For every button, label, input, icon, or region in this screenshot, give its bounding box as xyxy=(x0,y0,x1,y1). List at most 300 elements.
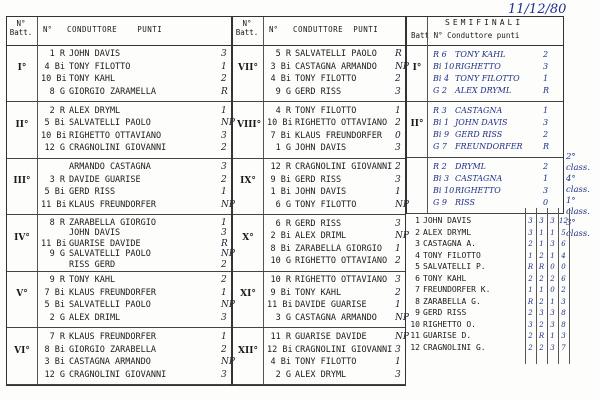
semifinal-row xyxy=(433,161,549,172)
points: 1 xyxy=(395,105,401,116)
semifinal-label: II° xyxy=(410,119,424,129)
heat-block xyxy=(7,215,235,272)
driver-name: GERD RISS xyxy=(423,308,467,317)
driver-name: SALVATELLI P. xyxy=(423,262,486,271)
heat-row xyxy=(41,61,227,73)
standing-row xyxy=(408,251,481,262)
driver-name: ALEX DRIML xyxy=(69,312,121,323)
points: 2 xyxy=(221,174,227,185)
semifinals-subheader: Batt N° Conduttore punti xyxy=(411,31,520,40)
semifinal-row xyxy=(433,117,549,128)
semifinal-block xyxy=(407,157,563,214)
driver-name: DAVIDE GUARISE xyxy=(295,300,367,311)
points: 0 xyxy=(395,130,401,141)
heat-row xyxy=(41,142,227,154)
column-header xyxy=(233,17,405,46)
driver-name: CASTAGNA ARMANDO xyxy=(295,61,377,72)
car-number: 9 Bi xyxy=(270,287,291,298)
driver-name: GIORGIO ZARABELLA xyxy=(69,344,156,355)
score-cell: 12 xyxy=(559,217,568,225)
car-number: 3 G xyxy=(275,312,291,323)
class-note: 1° class. xyxy=(566,196,590,217)
heat-label: II° xyxy=(15,119,29,130)
points: 1 xyxy=(543,174,549,183)
standing-row xyxy=(408,320,476,331)
position: 7 xyxy=(415,285,420,294)
car-number: R 2 xyxy=(433,162,447,171)
points: 1 xyxy=(221,332,227,342)
car-number: 8 Bi xyxy=(270,243,291,254)
points: 2 xyxy=(221,275,227,286)
driver-name: TONY FILOTTO xyxy=(295,74,357,84)
car-number: 1 G xyxy=(275,143,291,154)
driver-name: JOHN DAVIS xyxy=(423,216,472,225)
driver-name: RIGHETTO xyxy=(455,62,501,71)
heat-label: XII° xyxy=(238,346,258,356)
standing-row xyxy=(408,262,486,273)
standing-row xyxy=(408,343,486,354)
points: R xyxy=(543,86,550,95)
heat-row xyxy=(41,369,227,381)
score-cell: 8 xyxy=(561,309,566,317)
header-conductor: CONDUTTORE PUNTI xyxy=(293,25,379,34)
points: 1 xyxy=(395,300,401,311)
driver-name: GERD RISS xyxy=(69,187,116,198)
heat-row xyxy=(41,331,227,343)
score-cell: 3 xyxy=(561,297,566,306)
points: 3 xyxy=(395,218,401,229)
position: 1 xyxy=(415,216,420,225)
driver-name: RIGHETTO OTTAVIANO xyxy=(69,130,162,141)
heat-row xyxy=(41,287,227,299)
score-cell: 2 xyxy=(561,286,566,294)
car-number: 11 Bi xyxy=(41,199,67,210)
heat-row xyxy=(267,274,401,286)
score-cell: 1 xyxy=(550,251,555,260)
heat-row xyxy=(267,48,402,60)
points: R xyxy=(221,238,228,249)
heat-row xyxy=(267,331,409,343)
points: 2 xyxy=(543,50,549,59)
score-cell: 0 xyxy=(550,263,555,271)
standing-row xyxy=(408,274,466,285)
points: 3 xyxy=(221,312,227,323)
driver-name: ALEX DRYML xyxy=(295,369,347,380)
class-note: 3° class. xyxy=(566,218,590,239)
header-no: N° xyxy=(43,25,53,34)
heat-row xyxy=(267,255,401,267)
standing-row xyxy=(408,308,466,319)
points: 1 xyxy=(221,187,227,198)
points: 2 xyxy=(395,256,401,267)
score-cell: 2 xyxy=(539,297,544,306)
driver-name: RISS GERD xyxy=(69,259,116,270)
driver-name: SALVATELLI PAOLO xyxy=(69,118,151,129)
semifinal-row xyxy=(433,197,549,208)
driver-name: GERD RISS xyxy=(295,86,342,97)
points: 2 xyxy=(221,344,227,355)
car-number: 9 Bi xyxy=(270,174,291,185)
semifinal-row xyxy=(433,185,549,196)
heat-row xyxy=(267,369,401,381)
car-number: 5 Bi xyxy=(44,300,65,311)
points: 2 xyxy=(221,259,227,270)
driver-name: KLAUS FREUNDORFER xyxy=(69,199,156,210)
driver-name: CASTAGNA xyxy=(455,106,503,115)
header-no: N° xyxy=(269,25,279,34)
final-standings xyxy=(408,216,600,364)
driver-name: GIORGIO ZARAMELLA xyxy=(69,86,156,97)
heat-row xyxy=(41,312,227,324)
driver-name: GUARISE DAVIDE xyxy=(295,332,367,342)
points: 1 xyxy=(543,74,549,83)
position: 10 xyxy=(410,319,420,329)
score-cell: 1 xyxy=(550,332,555,340)
car-number: Bi 10 xyxy=(433,62,455,71)
points: 3 xyxy=(395,174,401,185)
points: NP xyxy=(221,357,235,367)
car-number: 1 Bi xyxy=(270,187,291,198)
class-note: 4° class. xyxy=(566,174,590,195)
position: 12 xyxy=(410,342,420,352)
heats-left-column xyxy=(6,16,235,386)
heat-block xyxy=(7,328,235,385)
car-number: 4 Bi xyxy=(44,61,65,72)
points: 1 xyxy=(221,287,227,298)
heat-row xyxy=(267,356,401,368)
points: 1 xyxy=(543,106,549,115)
standing-row xyxy=(408,285,490,296)
points: 3 xyxy=(395,143,401,154)
driver-name: JOHN DAVIS xyxy=(295,143,347,154)
standing-row xyxy=(408,228,471,239)
driver-name: RIGHETTO OTTAVIANO xyxy=(295,118,388,129)
car-number: 6 R xyxy=(275,218,291,229)
score-cell: 2 xyxy=(539,274,544,283)
score-cell: 1 xyxy=(550,228,555,237)
semifinal-row xyxy=(433,141,550,152)
score-cell: 2 xyxy=(528,332,533,340)
driver-name: TONY FILOTTO xyxy=(455,74,520,83)
grid-line xyxy=(525,208,526,364)
heat-row xyxy=(267,86,401,98)
heat-row xyxy=(41,161,227,173)
heat-label: XI° xyxy=(240,289,256,300)
points: R xyxy=(395,49,402,59)
driver-name: TONY KAHL xyxy=(455,50,506,59)
score-cell: 1 xyxy=(550,297,555,306)
score-cell: 1 xyxy=(539,286,544,294)
car-number: 9 G xyxy=(275,86,291,97)
car-number: Bi 1 xyxy=(433,118,450,127)
driver-name: DRYML xyxy=(455,162,486,171)
heat-row xyxy=(267,186,401,198)
car-number: G 2 xyxy=(433,86,448,95)
heat-row xyxy=(41,274,227,286)
semifinals-header xyxy=(407,17,563,46)
score-cell: 2 xyxy=(528,309,533,317)
driver-name: ALEX DRYML xyxy=(423,227,472,237)
driver-name: TONY FILOTTO xyxy=(423,250,481,260)
heat-row xyxy=(267,61,409,73)
heat-row xyxy=(267,344,401,356)
car-number: G 9 xyxy=(433,198,448,207)
heat-label: VI° xyxy=(14,346,30,356)
grid-line xyxy=(558,208,559,364)
points: 2 xyxy=(543,162,549,171)
semifinal-block xyxy=(407,101,563,158)
points: NP xyxy=(395,332,409,342)
score-cell: 3 xyxy=(550,309,555,317)
driver-name: GUARISE D. xyxy=(423,331,472,340)
score-cell: 1 xyxy=(528,251,533,260)
heat-row xyxy=(41,105,227,117)
car-number: 10 Bi xyxy=(41,74,67,84)
semifinal-row xyxy=(433,173,549,184)
driver-name: ZARABELLA GIORGIO xyxy=(69,217,156,228)
points: 1 xyxy=(395,187,401,198)
score-cell: 1 xyxy=(539,240,544,248)
car-number: 8 G xyxy=(49,86,65,97)
car-number: Bi 3 xyxy=(433,174,450,183)
semifinal-block xyxy=(407,45,563,102)
driver-name: ALEX DRYML xyxy=(69,105,121,116)
driver-name: RIGHETTO O. xyxy=(423,319,476,329)
position: 6 xyxy=(415,273,420,283)
semifinal-row xyxy=(433,73,549,84)
points: NP xyxy=(395,312,409,323)
heat-row xyxy=(41,48,227,60)
heat-block xyxy=(233,215,409,272)
score-cell: 3 xyxy=(550,320,555,329)
heat-row xyxy=(41,299,235,311)
score-cell: R xyxy=(527,297,534,306)
driver-name: RISS xyxy=(455,198,476,207)
driver-name: JOHN DAVIS xyxy=(455,118,508,127)
heat-row xyxy=(267,299,401,311)
car-number: 12 G xyxy=(44,369,65,380)
points: 1 xyxy=(221,217,227,228)
driver-name: JOHN DAVIS xyxy=(69,228,121,239)
car-number: G 7 xyxy=(433,142,448,151)
driver-name: TONY FILOTTO xyxy=(295,199,357,210)
semifinal-row xyxy=(433,61,549,72)
points: NP xyxy=(221,249,235,260)
car-number: 7 R xyxy=(49,332,65,342)
car-number: 11 Bi xyxy=(41,238,67,249)
car-number: 4 Bi xyxy=(270,357,291,367)
car-number: 7 Bi xyxy=(270,130,291,141)
heat-label: V° xyxy=(16,289,28,300)
car-number: 3 Bi xyxy=(270,61,291,72)
heat-row xyxy=(267,117,401,129)
points: 3 xyxy=(395,275,401,286)
car-number: 7 Bi xyxy=(44,287,65,298)
points: NP xyxy=(221,199,235,210)
car-number: 11 Bi xyxy=(267,300,293,311)
score-cell: 2 xyxy=(539,251,544,260)
car-number: 8 Bi xyxy=(44,344,65,355)
driver-name: ARMANDO CASTAGNA xyxy=(69,162,151,173)
points: 1 xyxy=(221,105,227,116)
score-cell: 6 xyxy=(561,240,566,248)
heat-label: VIII° xyxy=(237,119,262,130)
points: 3 xyxy=(543,62,549,71)
heat-row xyxy=(267,142,401,154)
score-cell: 3 xyxy=(550,343,555,352)
driver-name: ZARABELLA G. xyxy=(423,296,481,306)
score-cell: 3 xyxy=(528,228,533,237)
driver-name: JOHN DAVIS xyxy=(69,49,121,59)
driver-name: ZARABELLA GIORGIO xyxy=(295,243,382,254)
score-cell: 1 xyxy=(528,286,533,294)
points: 3 xyxy=(395,369,401,380)
semifinal-row xyxy=(433,85,550,96)
driver-name: CASTAGNA A. xyxy=(423,239,476,248)
car-number: 4 Bi xyxy=(270,74,291,84)
score-cell: R xyxy=(538,263,545,271)
heat-row xyxy=(267,218,401,230)
points: 3 xyxy=(221,228,227,239)
points: 3 xyxy=(221,162,227,173)
score-cell: R xyxy=(527,263,534,271)
driver-name: CASTAGNA ARMANDO xyxy=(295,312,377,323)
heat-row xyxy=(41,130,227,142)
driver-name: CRAGNOLINI GIOVANNI xyxy=(69,369,167,380)
driver-name: SALVATELLI PAOLO xyxy=(295,49,377,59)
car-number: 11 R xyxy=(270,332,291,342)
points: 3 xyxy=(543,186,549,195)
car-number: 12 R xyxy=(270,162,291,173)
points: 1 xyxy=(221,61,227,72)
heat-block xyxy=(233,102,405,159)
points: 2 xyxy=(395,118,401,129)
driver-name: ALEX DRIML xyxy=(295,231,347,242)
car-number: Bi 10 xyxy=(433,186,455,195)
heat-row xyxy=(267,130,401,142)
points: 2 xyxy=(395,162,401,173)
car-number: 12 G xyxy=(44,143,65,154)
car-number: R 3 xyxy=(433,106,447,115)
score-cell: 3 xyxy=(550,217,555,225)
position: 4 xyxy=(415,250,420,260)
score-cell: 3 xyxy=(528,217,533,225)
score-cell: 2 xyxy=(539,343,544,352)
heat-row xyxy=(41,199,235,211)
score-cell: 3 xyxy=(539,309,544,317)
car-number: 3 R xyxy=(49,174,65,185)
position: 3 xyxy=(415,239,420,248)
car-number: 10 Bi xyxy=(41,130,67,141)
driver-name: RIGHETTO OTTAVIANO xyxy=(295,256,388,267)
car-number: 5 R xyxy=(275,49,291,59)
driver-name: TONY KAHL xyxy=(69,275,116,286)
points: 2 xyxy=(395,287,401,298)
points: 1 xyxy=(395,357,401,367)
points: NP xyxy=(395,199,409,210)
driver-name: TONY KAHL xyxy=(423,273,467,283)
car-number: R 6 xyxy=(433,50,447,59)
score-cell: 2 xyxy=(550,274,555,283)
driver-name: RIGHETTO OTTAVIANO xyxy=(295,275,388,286)
car-number: Bi 4 xyxy=(433,74,450,83)
driver-name: TONY FILOTTO xyxy=(69,61,131,72)
semifinal-label: I° xyxy=(412,63,422,73)
car-number: 10 Bi xyxy=(267,118,293,129)
driver-name: GUARISE DAVIDE xyxy=(69,238,141,249)
score-cell: 2 xyxy=(528,274,533,283)
heat-row xyxy=(267,312,409,324)
points: NP xyxy=(395,231,409,242)
heat-block xyxy=(7,158,235,215)
driver-name: FREUNDORFER xyxy=(455,142,523,151)
points: NP xyxy=(221,118,235,129)
car-number: 10 R xyxy=(270,275,291,286)
car-number: 9 R xyxy=(49,275,65,286)
standing-row xyxy=(408,216,471,227)
points: 3 xyxy=(221,369,227,380)
score-cell: 3 xyxy=(528,320,533,329)
driver-name: TONY KAHL xyxy=(69,74,116,84)
standing-row xyxy=(408,239,476,250)
driver-name: RIGHETTO xyxy=(455,186,501,195)
points: 3 xyxy=(221,130,227,141)
car-number: Bi 9 xyxy=(433,130,450,139)
driver-name: TONY FILOTTO xyxy=(295,105,357,116)
standing-row xyxy=(408,331,471,342)
heat-label: IX° xyxy=(240,176,256,187)
car-number: 9 G xyxy=(49,249,65,260)
score-cell: 2 xyxy=(528,240,533,248)
grid-line xyxy=(536,208,537,364)
points: 2 xyxy=(221,74,227,84)
driver-name: JOHN DAVIS xyxy=(295,187,347,198)
points: 3 xyxy=(395,344,401,355)
heat-row xyxy=(267,105,401,117)
heat-row xyxy=(41,174,227,186)
heat-row xyxy=(267,287,401,299)
points: 2 xyxy=(221,143,227,154)
driver-name: CRAGNOLINI GIOVANNI xyxy=(295,162,393,173)
car-number: 2 G xyxy=(275,369,291,380)
heat-label: III° xyxy=(13,176,31,187)
heat-block xyxy=(7,45,231,102)
heat-row xyxy=(41,259,227,272)
driver-name: DAVIDE GUARISE xyxy=(69,174,141,185)
driver-name: GERD RISS xyxy=(295,218,342,229)
score-cell: R xyxy=(538,332,545,340)
semifinals-title: SEMIFINALI xyxy=(445,18,524,27)
standing-row xyxy=(408,297,481,308)
points: 0 xyxy=(543,198,549,207)
score-cell: 7 xyxy=(561,343,566,352)
heat-block xyxy=(233,45,409,102)
heat-block xyxy=(233,271,409,328)
heat-block xyxy=(233,158,409,215)
header-batt: N° Batt. xyxy=(235,19,259,37)
header-conductor: CONDUTTORE PUNTI xyxy=(67,25,163,34)
score-cell: 6 xyxy=(561,274,566,283)
heat-row xyxy=(267,230,409,242)
heat-row xyxy=(41,117,235,129)
handwritten-date: 11/12/80 xyxy=(508,2,567,17)
car-number: 1 R xyxy=(49,49,65,59)
header-batt: N° Batt. xyxy=(9,19,33,37)
heat-row xyxy=(267,199,409,211)
heat-block xyxy=(7,271,235,328)
position: 5 xyxy=(415,262,420,271)
score-cell: 2 xyxy=(539,320,544,329)
